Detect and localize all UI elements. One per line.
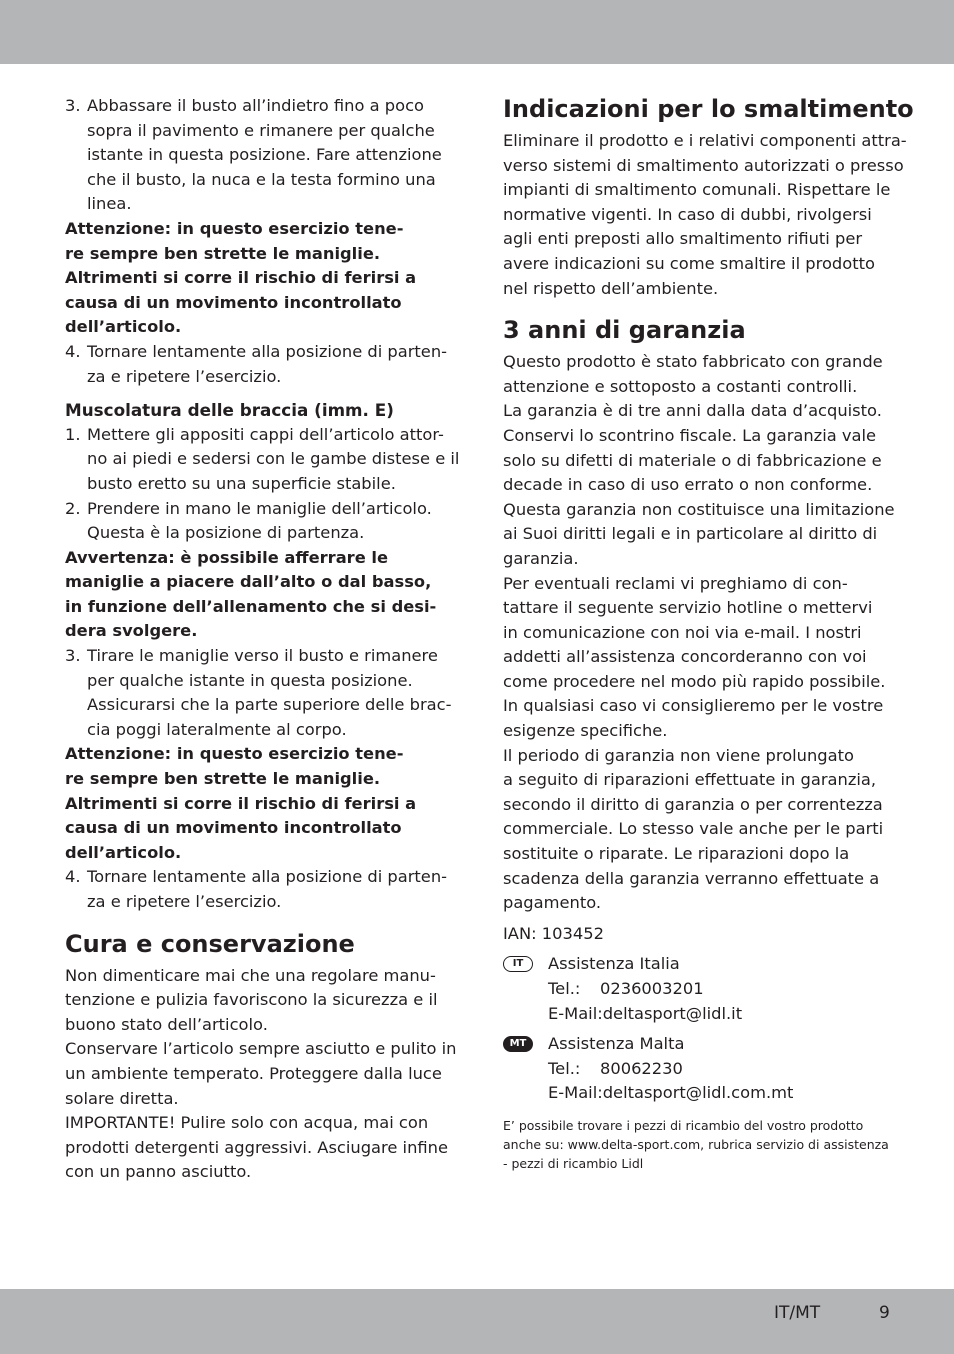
- text-line: con un panno asciutto.: [65, 1162, 252, 1182]
- warning-text: [65, 742, 455, 865]
- text-line: Non dimenticare mai che una regolare manu-: [65, 965, 436, 985]
- spare-parts-note: [503, 1116, 895, 1173]
- text-line: - pezzi di ricambio Lidl: [503, 1155, 644, 1171]
- arms-step-2-item: [65, 497, 455, 546]
- arms-step-2-text: [87, 497, 455, 546]
- contact-malta: [503, 1032, 895, 1106]
- warning-text: [65, 217, 455, 340]
- text-line: attenzione e sottoposto a costanti controlli.: [503, 376, 858, 396]
- step-number: 3.: [65, 646, 81, 666]
- text-line: Tornare lentamente alla posizione di parten-: [87, 341, 448, 361]
- text-line: Attenzione: in questo esercizio tene-: [65, 744, 404, 764]
- contact-email: E-Mail:deltasport@lidl.com.mt: [548, 1083, 794, 1103]
- contact-name: Assistenza Italia: [548, 954, 680, 974]
- text-line: a seguito di riparazioni effettuate in garanzia,: [503, 770, 877, 790]
- text-line: impianti di smaltimento comunali. Rispettare le: [503, 180, 891, 200]
- text-line: Il periodo di garanzia non viene prolungato: [503, 745, 854, 765]
- left-column: [65, 94, 460, 1185]
- text-line: normative vigenti. In caso di dubbi, rivolgersi: [503, 204, 872, 224]
- step-number: 1.: [65, 424, 81, 444]
- text-line: buono stato dell’articolo.: [65, 1014, 268, 1034]
- arms-step-3-text: [87, 644, 455, 742]
- text-line: secondo il diritto di garanzia o per correntezza: [503, 794, 883, 814]
- text-line: za e ripetere l’esercizio.: [87, 892, 282, 911]
- text-line: Questo prodotto è stato fabbricato con grande: [503, 352, 883, 372]
- text-line: come procedere nel modo più rapido possibile.: [503, 671, 886, 691]
- text-line: commerciale. Lo stesso vale anche per le parti: [503, 819, 884, 839]
- care-section-title: Cura e conservazione: [65, 929, 355, 958]
- text-line: esigenze specifiche.: [503, 721, 668, 741]
- text-line: Mettere gli appositi cappi dell’articolo attor-: [87, 424, 444, 444]
- text-line: Prendere in mano le maniglie dell’articolo.: [87, 498, 432, 518]
- contact-email: E-Mail:deltasport@lidl.it: [548, 1003, 743, 1023]
- text-line: Tirare le maniglie verso il busto e rimanere: [87, 646, 438, 666]
- warranty-text: [503, 350, 895, 916]
- text-line: solo su difetti di materiale o di fabbricazione e: [503, 450, 882, 470]
- step-number: 4.: [65, 867, 81, 887]
- care-text: [65, 964, 455, 1185]
- text-line: un ambiente temperato. Proteggere dalla luce: [65, 1063, 442, 1083]
- arms-step-1-item: [65, 423, 460, 497]
- text-line: causa di un movimento incontrollato: [65, 292, 402, 312]
- text-line: verso sistemi di smaltimento autorizzati o presso: [503, 155, 904, 175]
- text-line: re sempre ben strette le maniglie.: [65, 243, 381, 263]
- text-line: prodotti detergenti aggressivi. Asciugare infine: [65, 1137, 448, 1157]
- country-badge-it: IT: [503, 956, 533, 972]
- text-line: Per eventuali reclami vi preghiamo di con-: [503, 573, 848, 593]
- text-line: Assicurarsi che la parte superiore delle brac-: [87, 695, 452, 715]
- step-number: 4.: [65, 341, 81, 361]
- warranty-section-title: 3 anni di garanzia: [503, 316, 746, 345]
- text-line: in funzione dell’allenamento che si desi-: [65, 596, 437, 616]
- text-line: Altrimenti si corre il rischio di ferirsi a: [65, 793, 417, 813]
- arms-step-1-text: [87, 423, 460, 497]
- header-band: [0, 0, 954, 64]
- text-line: Questa è la posizione di partenza.: [87, 523, 365, 543]
- tel-label: Tel.:: [548, 979, 581, 998]
- phone-number: 0236003201: [600, 979, 704, 998]
- text-line: in comunicazione con noi via e-mail. I nostri: [503, 622, 862, 642]
- contact-phone-row: [548, 1057, 895, 1082]
- page-number: 9: [879, 1303, 890, 1323]
- text-line: Eliminare il prodotto e i relativi componenti attra-: [503, 131, 907, 150]
- text-line: IMPORTANTE! Pulire solo con acqua, mai con: [65, 1113, 429, 1133]
- text-line: istante in questa posizione. Fare attenzione: [87, 145, 442, 165]
- disposal-section-title: Indicazioni per lo smaltimento: [503, 95, 914, 123]
- contact-name: Assistenza Malta: [548, 1034, 685, 1054]
- country-badge-mt: MT: [503, 1036, 533, 1052]
- text-line: Attenzione: in questo esercizio tene-: [65, 218, 404, 238]
- text-line: tenzione e pulizia favoriscono la sicurezza e il: [65, 990, 438, 1010]
- text-line: garanzia.: [503, 548, 579, 568]
- text-line: Tornare lentamente alla posizione di parten-: [87, 867, 448, 887]
- text-line: E’ possibile trovare i pezzi di ricambio del vostro prodotto: [503, 1117, 864, 1133]
- text-line: La garanzia è di tre anni dalla data d’acquisto.: [503, 401, 882, 421]
- text-line: In qualsiasi caso vi consiglieremo per le vostre: [503, 696, 884, 716]
- ian-number: IAN: 103452: [503, 923, 604, 943]
- arms-step-4-item: [65, 865, 455, 914]
- text-line: dera svolgere.: [65, 621, 198, 641]
- disposal-text: [503, 129, 907, 301]
- text-line: dell’articolo.: [65, 317, 182, 337]
- text-line: Abbassare il busto all’indietro fino a poco: [87, 96, 424, 115]
- arms-section-title: Muscolatura delle braccia (imm. E): [65, 400, 394, 421]
- text-line: solare diretta.: [65, 1088, 179, 1108]
- text-line: Conservi lo scontrino fiscale. La garanzia vale: [503, 425, 877, 445]
- text-line: busto eretto su una superficie stabile.: [87, 473, 396, 493]
- step-3-text: [87, 94, 455, 217]
- text-line: per qualche istante in questa posizione.: [87, 670, 413, 690]
- step-number: 3.: [65, 96, 81, 115]
- text-line: tattare il seguente servizio hotline o mettervi: [503, 598, 873, 618]
- text-line: sostituite o riparate. Le riparazioni dopo la: [503, 844, 850, 864]
- text-line: re sempre ben strette le maniglie.: [65, 769, 381, 789]
- text-line: dell’articolo.: [65, 842, 182, 862]
- text-line: agli enti preposti allo smaltimento rifiuti per: [503, 229, 863, 249]
- text-line: che il busto, la nuca e la testa formino una: [87, 169, 436, 189]
- note-text: [65, 546, 455, 644]
- text-line: za e ripetere l’esercizio.: [87, 366, 282, 386]
- arms-step-4-text: [87, 865, 455, 914]
- text-line: sopra il pavimento e rimanere per qualche: [87, 120, 435, 140]
- tel-label: Tel.:: [548, 1058, 581, 1078]
- text-line: Altrimenti si corre il rischio di ferirsi a: [65, 268, 417, 288]
- footer-language: IT/MT: [774, 1303, 821, 1323]
- step-4-item: [65, 340, 455, 389]
- arms-step-3-item: [65, 644, 455, 742]
- text-line: cia poggi lateralmente al corpo.: [87, 719, 347, 739]
- text-line: linea.: [87, 194, 132, 214]
- text-line: avere indicazioni su come smaltire il prodotto: [503, 253, 875, 273]
- text-line: addetti all’assistenza concorderanno con voi: [503, 647, 867, 667]
- step-3-item: [65, 94, 455, 217]
- step-4-text: [87, 340, 455, 389]
- right-column: [503, 94, 914, 1173]
- text-line: Questa garanzia non costituisce una limitazione: [503, 499, 895, 519]
- text-line: Conservare l’articolo sempre asciutto e pulito in: [65, 1039, 457, 1059]
- text-line: causa di un movimento incontrollato: [65, 818, 402, 838]
- phone-number: 80062230: [600, 1058, 683, 1078]
- text-line: pagamento.: [503, 893, 602, 913]
- text-line: ai Suoi diritti legali e in particolare al diritto di: [503, 524, 878, 544]
- text-line: nel rispetto dell’ambiente.: [503, 278, 719, 298]
- text-line: Avvertenza: è possibile afferrare le: [65, 547, 389, 567]
- text-line: maniglie a piacere dall’alto o dal basso,: [65, 572, 432, 592]
- text-line: decade in caso di uso errato o non conforme.: [503, 475, 873, 495]
- contact-italy: [503, 952, 895, 1026]
- text-line: anche su: www.delta-sport.com, rubrica servizio di assistenza: [503, 1136, 889, 1152]
- step-number: 2.: [65, 498, 81, 518]
- contact-phone-row: [548, 977, 895, 1002]
- text-line: scadenza della garanzia verranno effettuate a: [503, 868, 880, 888]
- text-line: no ai piedi e sedersi con le gambe distese e il: [87, 449, 460, 469]
